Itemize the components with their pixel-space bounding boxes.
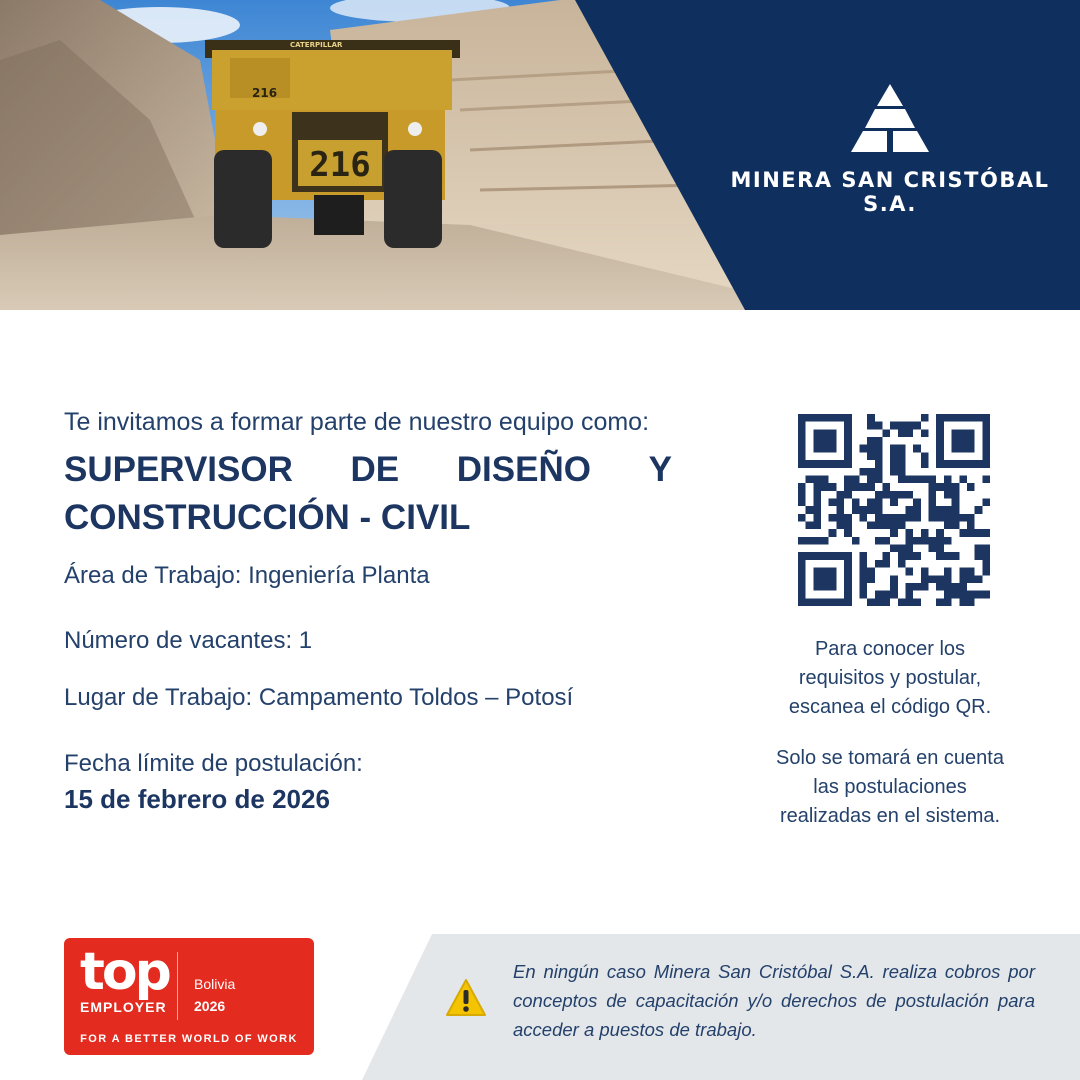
deadline-label: Fecha límite de postulación: [64, 750, 363, 777]
top-employer-badge [64, 938, 314, 1055]
qr-instructions [755, 635, 1025, 722]
job-title-word: SUPERVISOR [64, 450, 293, 489]
badge-country: Bolivia [194, 976, 236, 992]
hero-banner [0, 0, 1080, 310]
qr-system-note-line: Solo se tomará en cuenta [776, 747, 1004, 769]
badge-divider [177, 952, 178, 1020]
svg-text:216: 216 [252, 86, 278, 100]
job-title-word: DISEÑO [456, 450, 591, 489]
badge-subtitle: EMPLOYER [80, 999, 167, 1015]
warning-icon [445, 978, 487, 1018]
qr-system-note [755, 744, 1025, 831]
work-area-value: Ingeniería Planta [248, 562, 430, 589]
vacancies-value: 1 [298, 627, 313, 654]
badge-tagline: FOR A BETTER WORLD OF WORK [80, 1033, 298, 1045]
qr-system-note-line: realizadas en el sistema. [779, 805, 1001, 827]
work-location [64, 684, 573, 712]
work-location-value: Campamento Toldos – Potosí [258, 684, 574, 711]
company-name: MINERA SAN CRISTÓBAL S.A. [730, 168, 1050, 216]
svg-text:216: 216 [309, 145, 371, 185]
badge-year: 2026 [194, 998, 226, 1014]
qr-instructions-line: requisitos y postular, [798, 667, 982, 689]
deadline-date: 15 de febrero de 2026 [64, 784, 330, 814]
job-title-word: Y [648, 450, 672, 489]
qr-instructions-line: escanea el código QR. [788, 696, 992, 718]
job-title-line-1 [64, 446, 672, 494]
svg-text:CATERPILLAR: CATERPILLAR [290, 41, 343, 49]
work-area-label: Área de Trabajo: [64, 562, 242, 589]
job-title-line-2: CONSTRUCCIÓN - CIVIL [64, 498, 471, 537]
mining-truck-photo [0, 0, 1080, 310]
qr-system-note-line: las postulaciones [813, 776, 967, 798]
work-area [64, 562, 430, 590]
vacancies-label: Número de vacantes: [64, 627, 293, 654]
qr-code-icon[interactable] [798, 414, 990, 606]
disclaimer-notice: En ningún caso Minera San Cristóbal S.A. realiza cobros por conceptos de capacitación y/o derechos de postulación para acceder a puestos de trabajo. [513, 961, 1035, 1040]
qr-instructions-line: Para conocer los [814, 638, 966, 660]
job-title-word: DE [350, 450, 400, 489]
work-location-label: Lugar de Trabajo: [64, 684, 253, 711]
badge-brand: top [80, 942, 169, 1002]
job-title [64, 446, 672, 542]
pyramid-logo-icon [851, 84, 929, 154]
vacancies [64, 627, 312, 655]
intro-text: Te invitamos a formar parte de nuestro equipo como: [64, 408, 650, 436]
